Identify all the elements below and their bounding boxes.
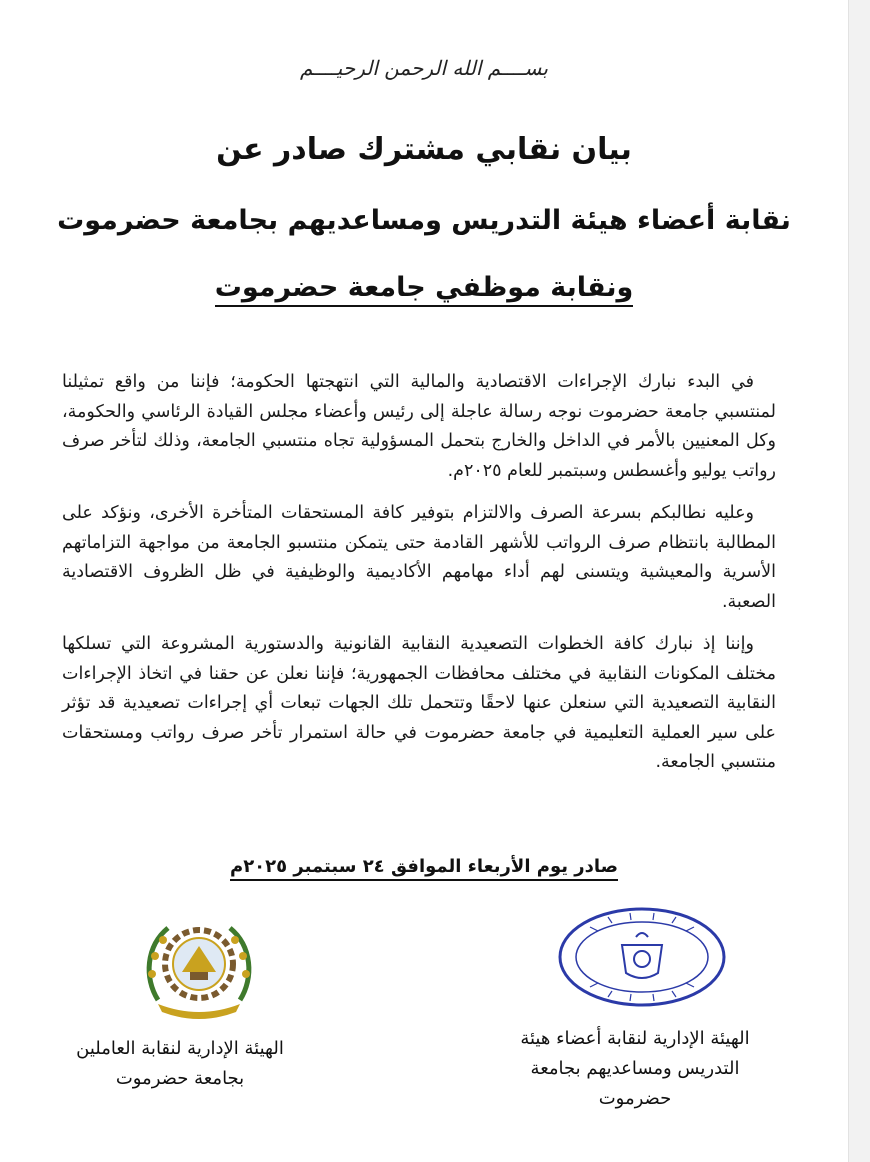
faculty-union-stamp-icon xyxy=(556,905,728,1009)
basmala: بســــم الله الرحمن الرحيــــم xyxy=(300,56,548,80)
paragraph-3: وإننا إذ نبارك كافة الخطوات التصعيدية النقابية القانونية والدستورية المشروعة التي تسلكها مختلف المكونات النقابية في مختلف محافظات الجمهورية؛ فإننا نعلن عن حقنا في اتخاذ الإجراءات النقابية التصعيدية التي سنعلن عنها لاحقًا وتتحمل تلك الجهات تبعات أي إجراءات تصعيدية قد تؤثر على سير العملية التعليمية في جامعة حضرموت في حالة استمرار تأخر صرف رواتب ومستحقات منتسبي الجامعة. xyxy=(62,634,776,772)
faculty-union-line2: التدريس ومساعديهم بجامعة xyxy=(530,1058,740,1079)
issue-date-text: صادر يوم الأربعاء الموافق ٢٤ سبتمبر ٢٠٢٥م xyxy=(230,856,618,881)
faculty-union-signature xyxy=(470,1024,800,1114)
issuer-faculty-union: نقابة أعضاء هيئة التدريس ومساعديهم بجامعة حضرموت xyxy=(57,205,791,236)
issue-date xyxy=(0,856,848,877)
faculty-union-line1: الهيئة الإدارية لنقابة أعضاء هيئة xyxy=(520,1028,750,1049)
issuer-staff-union-text: ونقابة موظفي جامعة حضرموت xyxy=(215,272,634,307)
faculty-union-line3: حضرموت xyxy=(598,1088,672,1109)
employees-union-line1: الهيئة الإدارية لنقابة العاملين xyxy=(76,1038,284,1059)
paragraph-1: في البدء نبارك الإجراءات الاقتصادية والمالية التي انتهجتها الحكومة؛ فإننا من واقع تمثيلنا لمنتسبي جامعة حضرموت نوجه رسالة عاجلة إلى رئيس وأعضاء مجلس القيادة الرئاسي والحكومة، وكل المعنيين بالأمر في الداخل والخارج بتحمل المسؤولية تجاه منتسبي الجامعة، وذلك لتأخر صرف رواتب يوليو وأغسطس وسبتمبر للعام ٢٠٢٥م. xyxy=(62,372,776,481)
page-edge xyxy=(848,0,870,1162)
employees-union-emblem-icon xyxy=(138,912,260,1024)
employees-union-signature xyxy=(30,1034,330,1094)
paragraph-2: وعليه نطالبكم بسرعة الصرف والالتزام بتوفير كافة المستحقات المتأخرة الأخرى، ونؤكد على المطالبة بانتظام صرف الرواتب للأشهر القادمة حتى يتمكن منتسبو الجامعة من مواجهة التزاماتهم الأسرية والمعيشية ويتسنى لهم أداء مهامهم الأكاديمية والوظيفية في ظل الظروف الاقتصادية الصعبة. xyxy=(62,503,776,612)
employees-union-line2: بجامعة حضرموت xyxy=(115,1068,245,1089)
statement-title: بيان نقابي مشترك صادر عن xyxy=(216,132,632,167)
statement-body xyxy=(62,368,776,791)
issuer-staff-union xyxy=(0,272,848,303)
